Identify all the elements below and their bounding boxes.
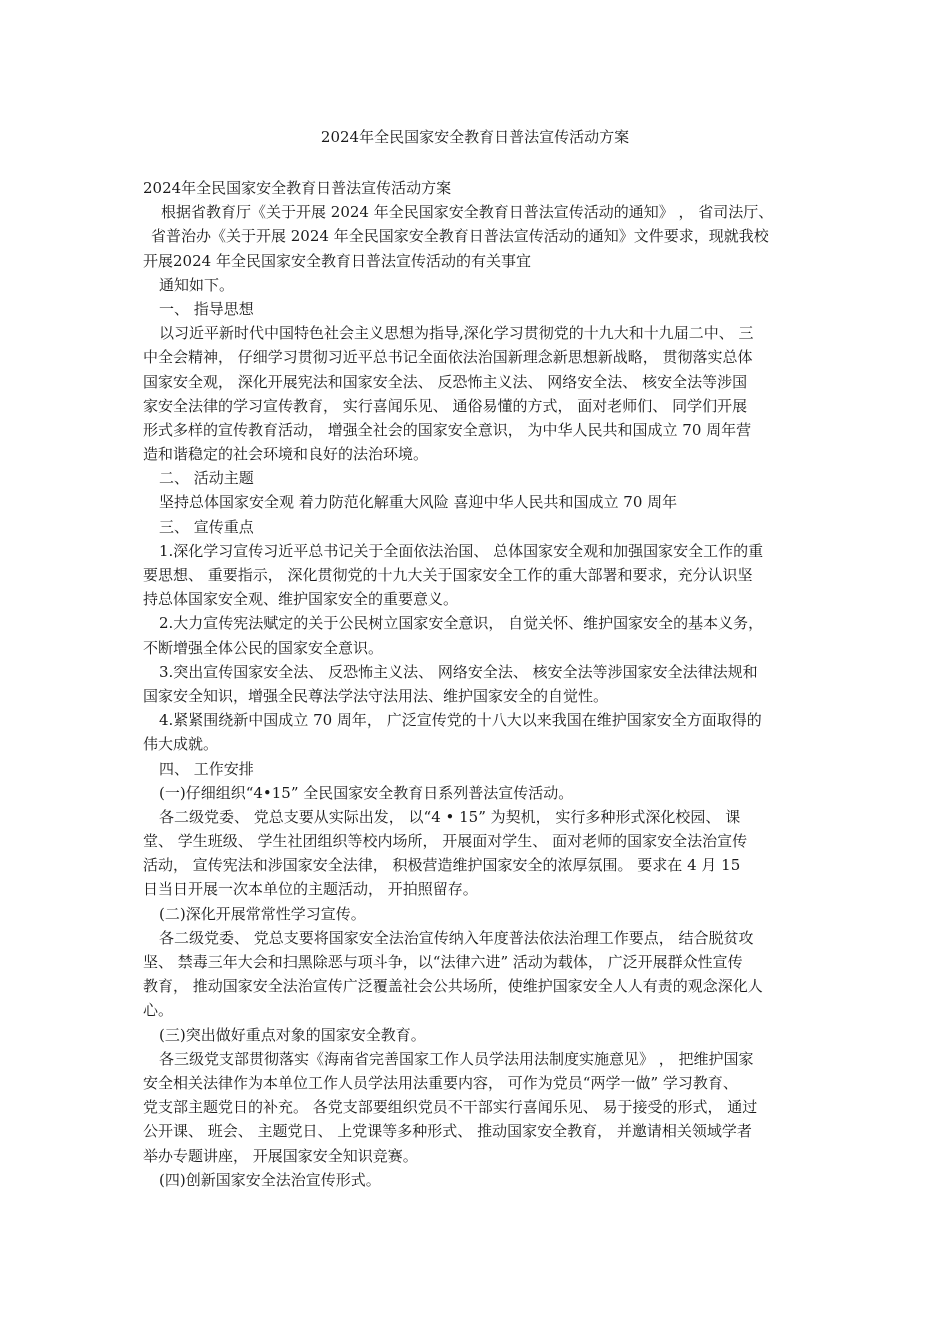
body-line: 堂、 学生班级、 学生社团组织等校内场所， 开展面对学生、 面对老师的国家安全法治宣传 xyxy=(143,832,748,851)
body-line: 持总体国家安全观、维护国家安全的重要意义。 xyxy=(143,590,459,609)
document-body xyxy=(143,176,813,1192)
body-line: (三)突出做好重点对象的国家安全教育。 xyxy=(159,1025,426,1044)
body-line: 一、 指导思想 xyxy=(159,299,254,318)
body-line: 公开课、 班会、 主题党日、 上党课等多种形式、 推动国家安全教育， 并邀请相关领域学者 xyxy=(143,1122,752,1141)
body-line: 党支部主题党日的补充。 各党支部要组织党员不干部实行喜闻乐见、 易于接受的形式， 通过 xyxy=(143,1098,758,1117)
body-line: 不断增强全体公民的国家安全意识。 xyxy=(143,638,384,657)
body-line: 举办专题讲座， 开展国家安全知识竞赛。 xyxy=(143,1146,418,1165)
body-line: 四、 工作安排 xyxy=(159,759,254,778)
body-line: 形式多样的宣传教育活动， 增强全社会的国家安全意识， 为中华人民共和国成立 70 周年营 xyxy=(143,420,752,439)
body-line: 2.大力宣传宪法赋定的关于公民树立国家安全意识， 自觉关怀、维护国家安全的基本义务， xyxy=(159,614,764,633)
body-line: 家安全法律的学习宣传教育， 实行喜闻乐见、 通俗易懂的方式， 面对老师们、 同学们开展 xyxy=(143,396,748,415)
body-line: 安全相关法律作为本单位工作人员学法用法重要内容， 可作为党员“两学一做” 学习教育、 xyxy=(143,1073,738,1092)
body-line: 根据省教育厅《关于开展 2024 年全民国家安全教育日普法宣传活动的通知》 ， 省司法厅、 xyxy=(161,203,774,222)
body-line: 1.深化学习宣传习近平总书记关于全面依法治国、 总体国家安全观和加强国家安全工作的重 xyxy=(159,541,764,560)
body-line: 国家安全观， 深化开展宪法和国家安全法、 反恐怖主义法、 网络安全法、 核安全法等涉国 xyxy=(143,372,748,391)
body-line: (四)创新国家安全法治宣传形式。 xyxy=(159,1170,381,1189)
document-title: 2024年全民国家安全教育日普法宣传活动方案 xyxy=(320,128,630,146)
body-line: 开展2024 年全民国家安全教育日普法宣传活动的有关事宜 xyxy=(143,251,531,270)
body-line: 二、 活动主题 xyxy=(159,469,254,488)
body-line: 各二级党委、 党总支要从实际出发， 以“4 • 15” 为契机， 实行多种形式深化校园、 课 xyxy=(159,807,741,826)
body-line: 活动， 宣传宪法和涉国家安全法律， 积极营造维护国家安全的浓厚氛围。 要求在 4 月 15 xyxy=(143,856,741,875)
body-line: 3.突出宣传国家安全法、 反恐怖主义法、 网络安全法、 核安全法等涉国家安全法律法规和 xyxy=(159,662,758,681)
body-line: 教育， 推动国家安全法治宣传广泛覆盖社会公共场所，使维护国家安全人人有责的观念深化人 xyxy=(143,977,763,996)
body-line: (一)仔细组织“4•15” 全民国家安全教育日系列普法宣传活动。 xyxy=(159,783,574,802)
body-line: 伟大成就。 xyxy=(143,735,219,754)
body-line: 中全会精神， 仔细学习贯彻习近平总书记全面依法治国新理念新思想新战略， 贯彻落实总体 xyxy=(143,348,753,367)
body-line: 4.紧紧围绕新中国成立 70 周年， 广泛宣传党的十八大以来我国在维护国家安全方面取得的 xyxy=(159,711,762,730)
body-line: (二)深化开展常常性学习宣传。 xyxy=(159,904,366,923)
body-line: 各二级党委、 党总支要将国家安全法治宣传纳入年度普法依法治理工作要点， 结合脱贫攻 xyxy=(159,928,754,947)
body-line: 三、 宣传重点 xyxy=(159,517,254,536)
body-line: 坚、 禁毒三年大会和扫黑除恶与项斗争，以“法律六进” 活动为载体， 广泛开展群众性宣传 xyxy=(143,953,743,971)
body-line: 日当日开展一次本单位的主题活动， 开拍照留存。 xyxy=(143,880,478,899)
body-line: 以习近平新时代中国特色社会主义思想为指导,深化学习贯彻党的十九大和十九届二中、 三 xyxy=(159,324,754,343)
body-line: 省普治办《关于开展 2024 年全民国家安全教育日普法宣传活动的通知》文件要求，现就我校 xyxy=(151,227,769,246)
body-line: 各三级党支部贯彻落实《海南省完善国家工作人员学法用法制度实施意见》 ， 把维护国家 xyxy=(159,1049,754,1068)
body-line: 国家安全知识，增强全民尊法学法守法用法、维护国家安全的自觉性。 xyxy=(143,686,609,705)
body-line: 坚持总体国家安全观 着力防范化解重大风险 喜迎中华人民共和国成立 70 周年 xyxy=(159,493,678,512)
body-line: 要思想、 重要指示， 深化贯彻党的十九大关于国家安全工作的重大部署和要求，充分认识坚 xyxy=(143,566,753,584)
body-line: 通知如下。 xyxy=(159,275,235,294)
body-line: 2024年全民国家安全教育日普法宣传活动方案 xyxy=(143,179,452,197)
body-line: 造和谐稳定的社会环境和良好的法治环境。 xyxy=(143,445,429,464)
body-line: 心。 xyxy=(143,1001,174,1020)
